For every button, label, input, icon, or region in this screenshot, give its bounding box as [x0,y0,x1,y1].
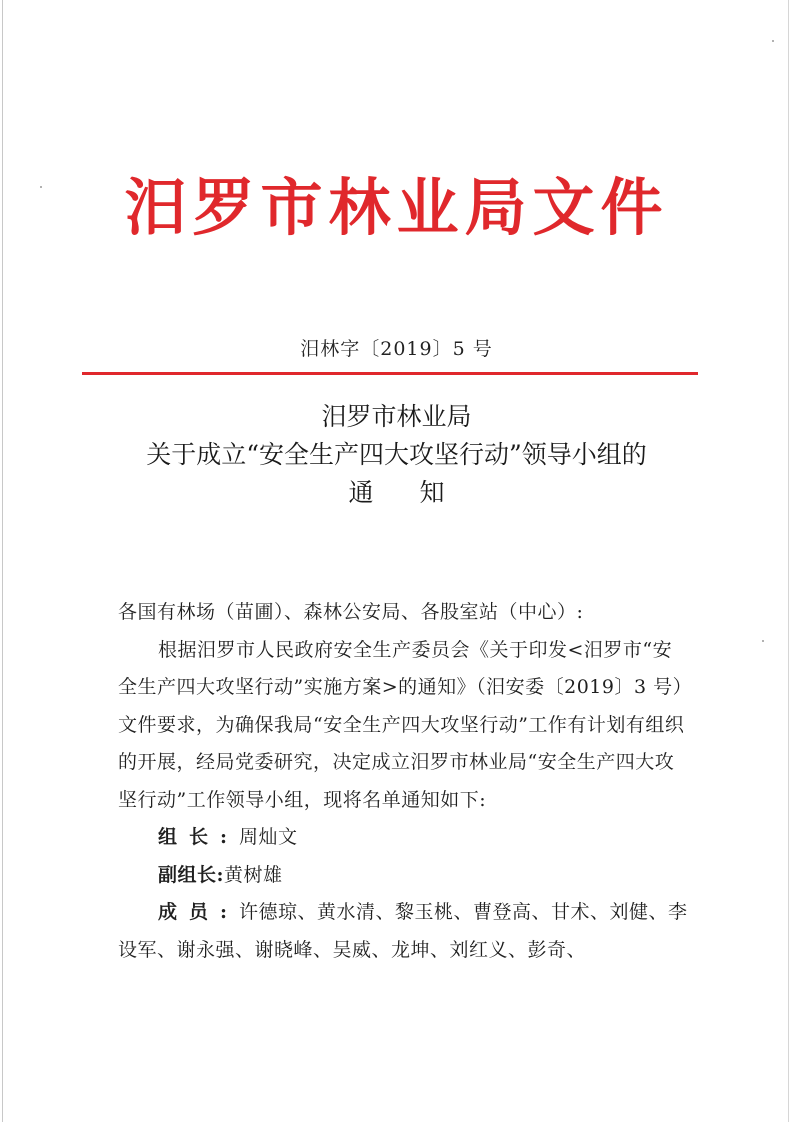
addressee-line: 各国有林场（苗圃）、森林公安局、各股室站（中心）: [118,601,584,623]
document-number: 汨林字〔2019〕5 号 [300,338,493,360]
deputy-name: 黄树雄 [224,863,283,886]
document-body [118,594,690,969]
document-subject [0,398,793,512]
subject-line-notice: 通知 [348,478,491,507]
red-divider-rule [82,372,698,375]
scan-speck [772,40,774,42]
members-names: 许德琼、黄水清、黎玉桃、曹登高、甘术、刘健、李设军、谢永强、谢晓峰、吴威、龙坤、刘红义、彭奇、 [118,901,688,961]
subject-line-topic: 关于成立“安全生产四大攻坚行动”领导小组的 [146,440,647,469]
members-line [118,894,690,969]
members-role-label: 成员: [158,901,240,923]
deputy-line [118,857,690,895]
leader-line [118,819,690,857]
main-paragraph: 根据汨罗市人民政府安全生产委员会《关于印发<汨罗市“安全生产四大攻坚行动”实施方案>的通知》（汨安委〔2019〕3 号）文件要求，为确保我局“安全生产四大攻坚行动”工作有计划有组织的开展，经局党委研究，决定成立汨罗市林业局“安全生产四大攻坚行动”工作领导小组，现将名单通知如下: [118,638,685,811]
leader-name: 周灿文 [239,826,298,848]
scan-speck [762,640,764,642]
leader-role-label: 组长: [158,826,240,848]
document-header-title: 汨罗市林业局文件 [124,171,669,244]
deputy-role-label: 副组长: [158,863,225,886]
subject-line-issuer: 汨罗市林业局 [321,402,472,431]
